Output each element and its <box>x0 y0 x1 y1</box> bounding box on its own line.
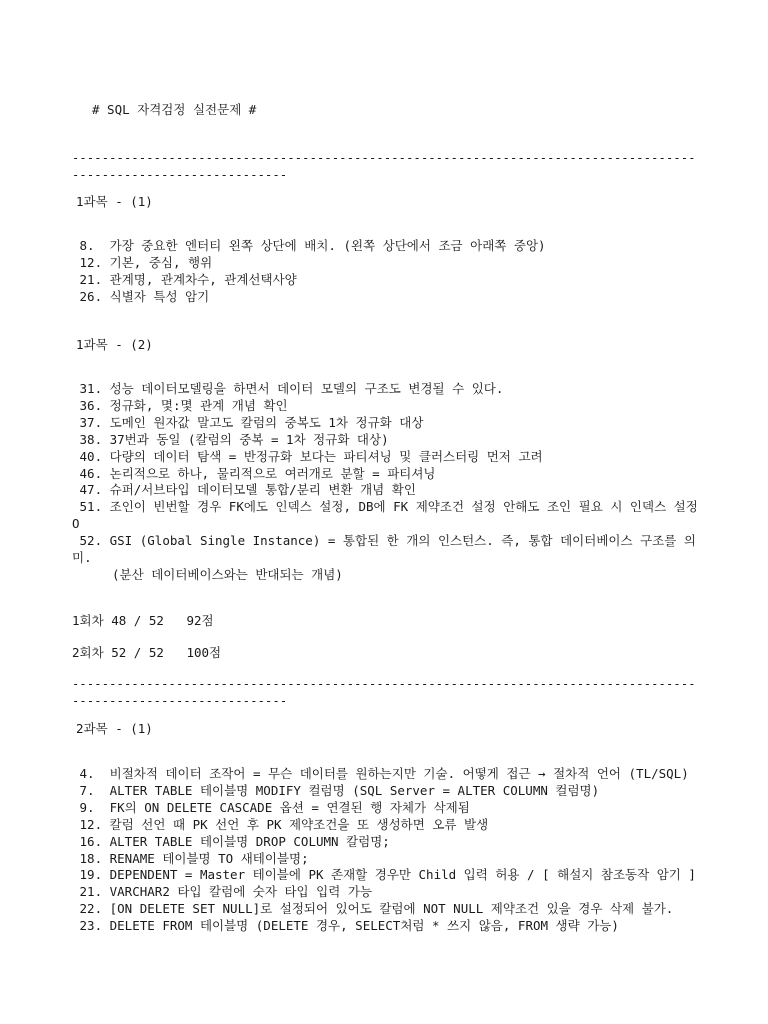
section-heading-2: 1과목 - (2) <box>76 337 153 352</box>
section-3-list <box>72 766 702 935</box>
list-item: 21. 관계명, 관계차수, 관계선택사양 <box>72 271 297 287</box>
score-round-1: 1회차 48 / 52 92점 <box>72 613 214 628</box>
list-item: 46. 논리적으로 하나, 물리적으로 여러개로 분할 = 파티셔닝 <box>72 465 436 481</box>
list-item: 18. RENAME 테이블명 TO 새테이블명; <box>72 850 309 866</box>
list-item: 8. 가장 중요한 엔터티 왼쪽 상단에 배치. (왼쪽 상단에서 조금 아래쪽 중앙) <box>72 238 546 253</box>
list-item: 22. [ON DELETE SET NULL]로 설정되어 있어도 칼럼에 NOT NULL 제약조건 있을 경우 삭제 불가. <box>72 901 674 917</box>
list-item: 21. VARCHAR2 타입 칼럼에 숫자 타입 입력 가능 <box>72 884 372 900</box>
list-item: 16. ALTER TABLE 테이블명 DROP COLUMN 칼럼명; <box>72 833 390 849</box>
divider-line: ----------------------------------------------------------------------------------------------------------------- <box>72 151 696 182</box>
list-item: 19. DEPENDENT = Master 테이블에 PK 존재할 경우만 Child 입력 허용 / [ 해설지 참조동작 암기 ] <box>72 867 696 883</box>
section-heading-1: 1과목 - (1) <box>76 194 153 209</box>
list-item: 31. 성능 데이터모델링을 하면서 데이터 모델의 구조도 변경될 수 있다. <box>72 381 504 396</box>
list-item: 52. GSI (Global Single Instance) = 통합된 한 개의 인스턴스. 즉, 통합 데이터베이스 구조를 의미. <box>72 533 696 566</box>
divider-line: ----------------------------------------------------------------------------------------------------------------- <box>72 677 696 708</box>
list-item: 40. 다량의 데이터 탐색 = 반정규화 보다는 파티셔닝 및 클러스터링 먼저 고려 <box>72 448 543 464</box>
list-item: 51. 조인이 빈번할 경우 FK에도 인덱스 설정, DB에 FK 제약조건 설정 안해도 조인 필요 시 인덱스 설정 O <box>72 499 706 532</box>
list-item-note: (분산 데이터베이스와는 반대되는 개념) <box>112 566 343 582</box>
list-item: 37. 도메인 원자값 말고도 칼럼의 중복도 1차 정규화 대상 <box>72 414 424 430</box>
list-item: 26. 식별자 특성 암기 <box>72 288 210 304</box>
list-item: 9. FK의 ON DELETE CASCADE 옵션 = 연결된 행 자체가 삭제됨 <box>72 799 470 815</box>
list-item: 12. 칼럼 선언 때 PK 선언 후 PK 제약조건을 또 생성하면 오류 발생 <box>72 816 489 832</box>
document-title: # SQL 자격검정 실전문제 # <box>92 102 257 117</box>
score-round-2: 2회차 52 / 52 100점 <box>72 645 222 660</box>
section-2-list <box>72 381 706 584</box>
section-1-list <box>72 238 702 306</box>
list-item: 38. 37번과 동일 (칼럼의 중복 = 1차 정규화 대상) <box>72 431 389 447</box>
list-item: 23. DELETE FROM 테이블명 (DELETE 경우, SELECT처럼 * 쓰지 않음, FROM 생략 가능) <box>72 918 619 934</box>
list-item: 47. 슈퍼/서브타입 데이터모델 통합/분리 변환 개념 확인 <box>72 482 416 498</box>
list-item: 4. 비절차적 데이터 조작어 = 무슨 데이터를 원하는지만 기술. 어떻게 접근 → 절차적 언어 (TL/SQL) <box>72 766 689 781</box>
list-item: 12. 기본, 중심, 행위 <box>72 254 213 270</box>
list-item: 36. 정규화, 몇:몇 관계 개념 확인 <box>72 397 288 413</box>
section-heading-3: 2과목 - (1) <box>76 721 153 736</box>
list-item: 7. ALTER TABLE 테이블명 MODIFY 컬럼명 (SQL Server = ALTER COLUMN 컬럼명) <box>72 782 600 798</box>
